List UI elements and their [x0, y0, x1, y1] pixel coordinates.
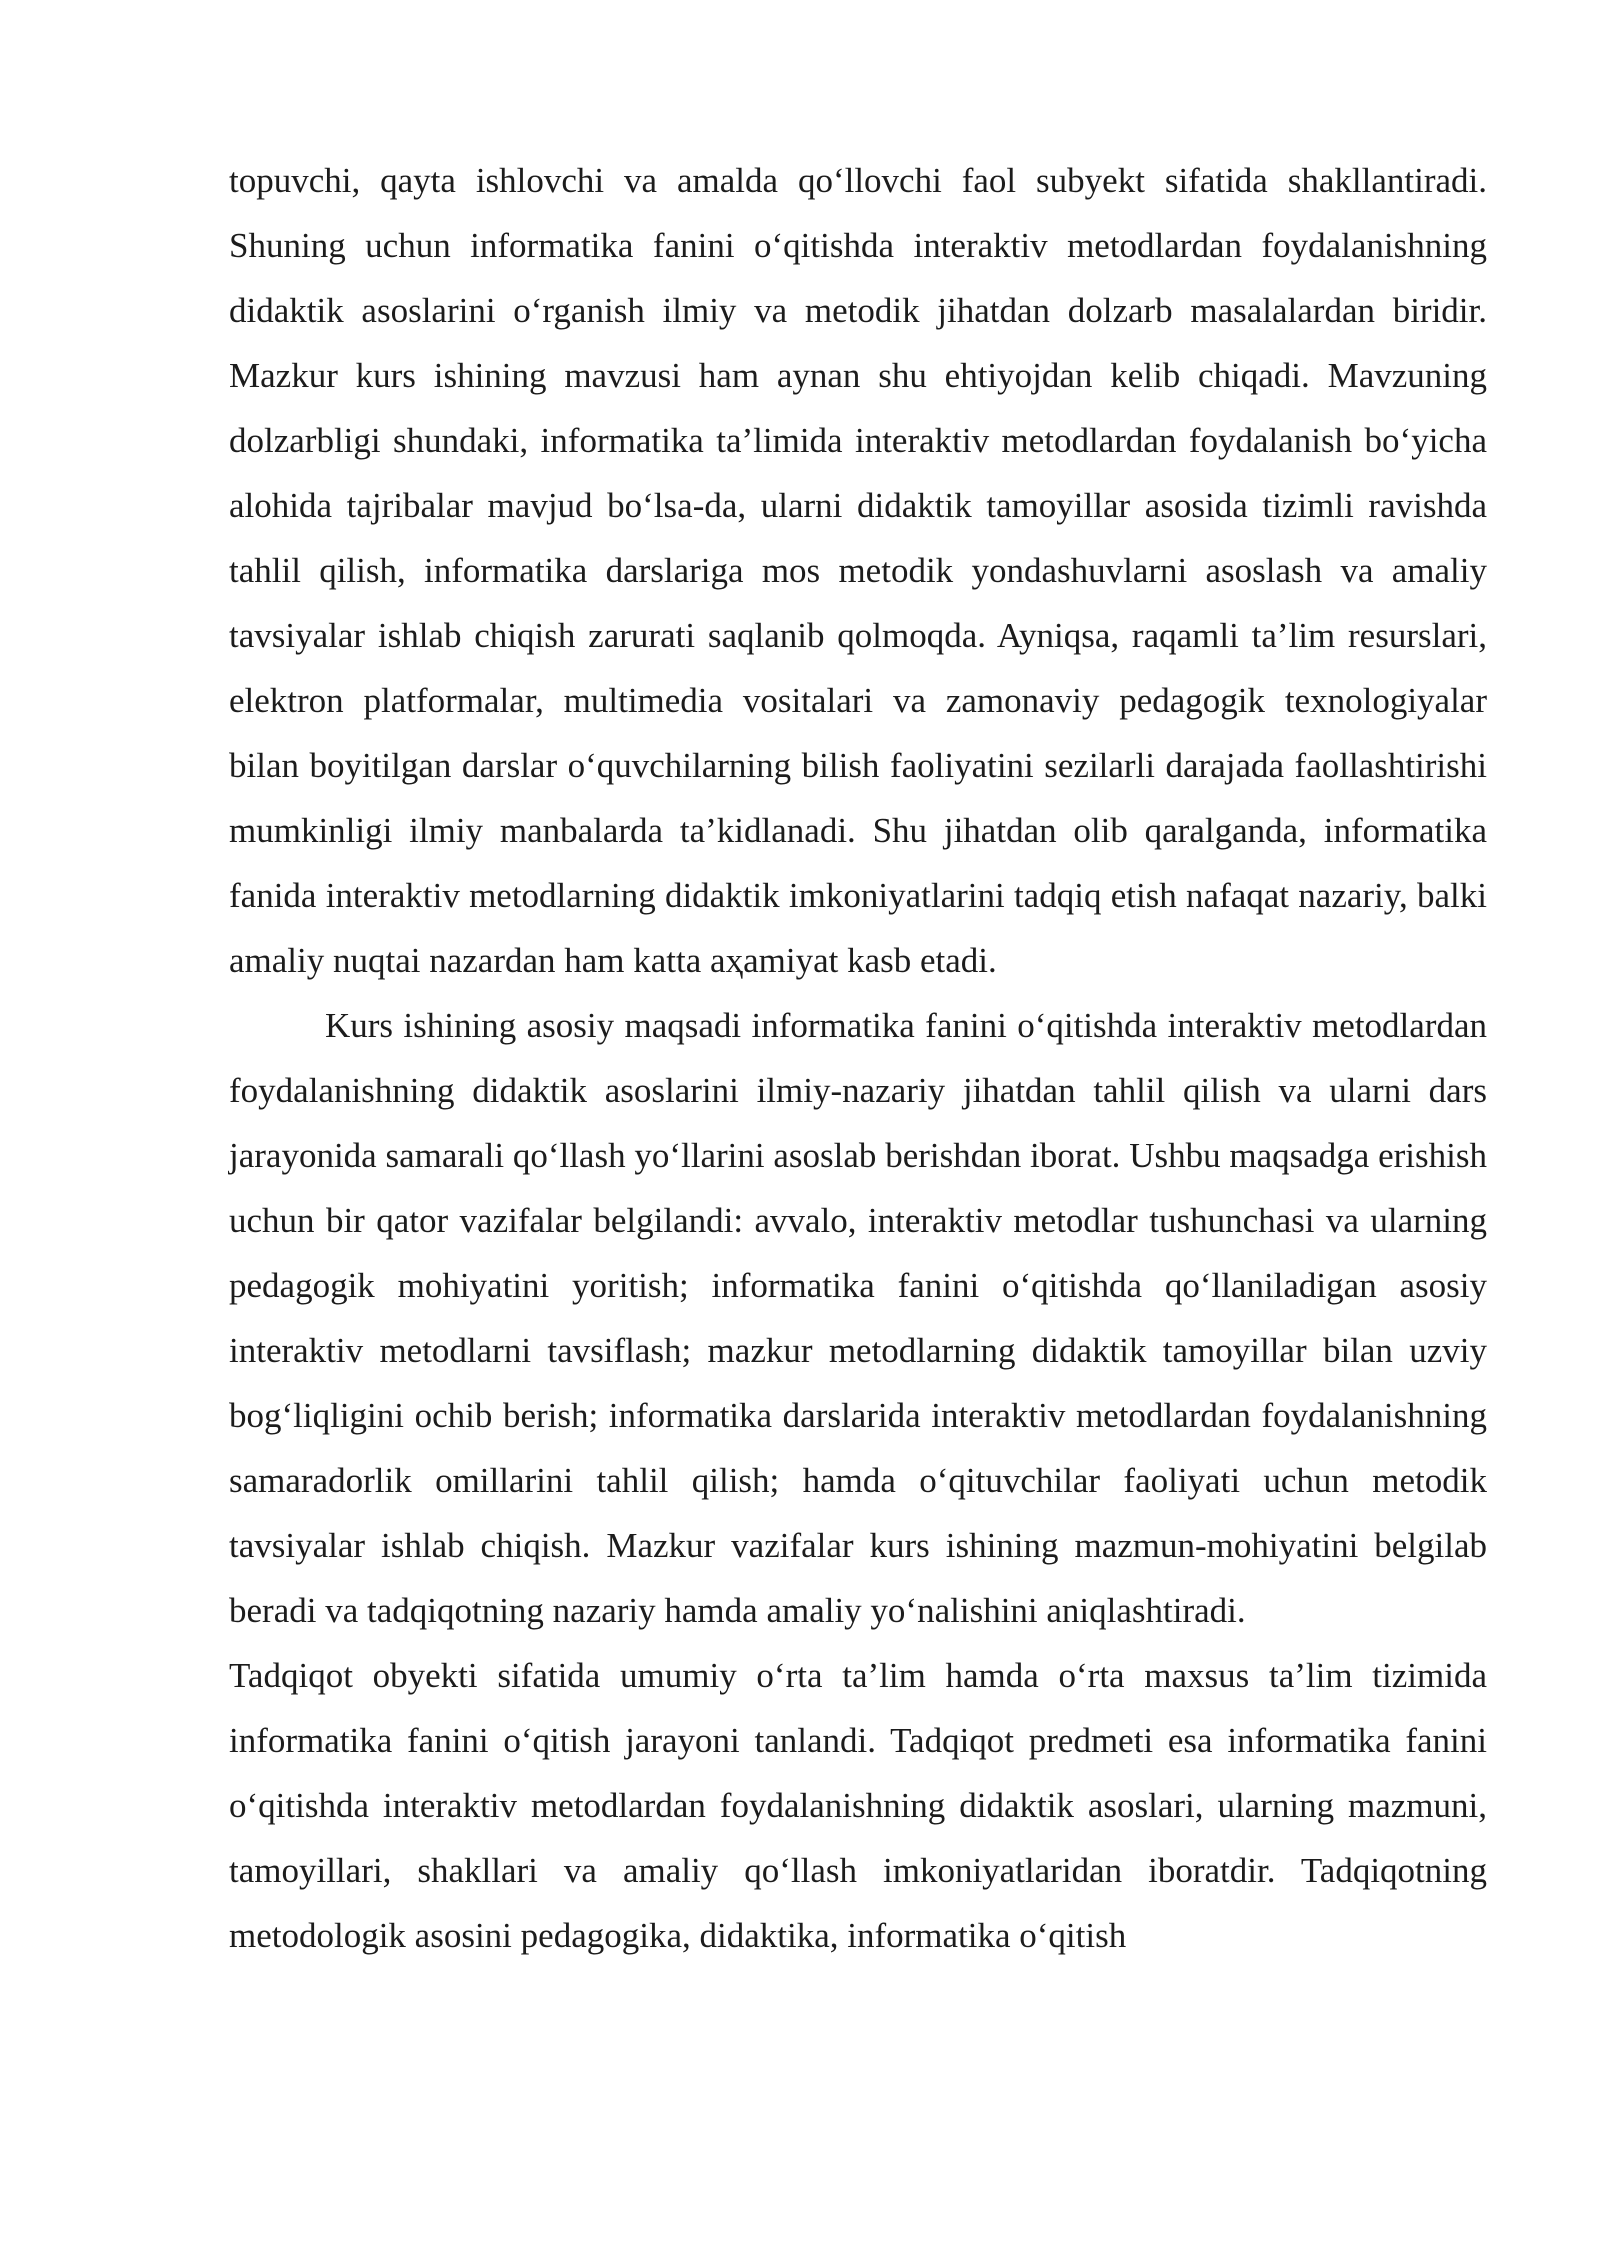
paragraph-1: topuvchi, qayta ishlovchi va amalda qo‘llovchi faol subyekt sifatida shakllantiradi. Shuning uchun informatika fanini o‘qitishda interaktiv metodlardan foydalanishning didaktik asoslarini o‘rganish ilmiy va metodik jihatdan dolzarb masalalardan biridir. Mazkur kurs ishining mavzusi ham aynan shu ehtiyojdan kelib chiqadi. Mavzuning dolzarbligi shundaki, informatika ta’limida interaktiv metodlardan foydalanish bo‘yicha alohida tajribalar mavjud bo‘lsa-da, ularni didaktik tamoyillar asosida tizimli ravishda tahlil qilish, informatika darslariga mos metodik yondashuvlarni asoslash va amaliy tavsiyalar ishlab chiqish zarurati saqlanib qolmoqda. Ayniqsa, raqamli ta’lim resurslari, elektron platformalar, multimedia vositalari va zamonaviy pedagogik texnologiyalar bilan boyitilgan darslar o‘quvchilarning bilish faoliyatini sezilarli darajada faollashtirishi mumkinligi ilmiy manbalarda ta’kidlanadi. Shu jihatdan olib qaralganda, informatika fanida interaktiv metodlarning didaktik imkoniyatlarini tadqiq etish nafaqat nazariy, balki amaliy nuqtai nazardan ham katta aҳamiyat kasb etadi.	[229, 161, 1487, 980]
paragraph-3: Tadqiqot obyekti sifatida umumiy o‘rta ta’lim hamda o‘rta maxsus ta’lim tizimida informatika fanini o‘qitish jarayoni tanlandi. Tadqiqot predmeti esa informatika fanini o‘qitishda interaktiv metodlardan foydalanishning didaktik asoslari, ularning mazmuni, tamoyillari, shakllari va amaliy qo‘llash imkoniyatlaridan iboratdir. Tadqiqotning metodologik asosini pedagogika, didaktika, informatika o‘qitish	[229, 1656, 1487, 1955]
paragraph-2: Kurs ishining asosiy maqsadi informatika fanini o‘qitishda interaktiv metodlardan foydalanishning didaktik asoslarini ilmiy-nazariy jihatdan tahlil qilish va ularni dars jarayonida samarali qo‘llash yo‘llarini asoslab berishdan iborat. Ushbu maqsadga erishish uchun bir qator vazifalar belgilandi: avvalo, interaktiv metodlar tushunchasi va ularning pedagogik mohiyatini yoritish; informatika fanini o‘qitishda qo‘llaniladigan asosiy interaktiv metodlarni tavsiflash; mazkur metodlarning didaktik tamoyillar bilan uzviy bog‘liqligini ochib berish; informatika darslarida interaktiv metodlardan foydalanishning samaradorlik omillarini tahlil qilish; hamda o‘qituvchilar faoliyati uchun metodik tavsiyalar ishlab chiqish. Mazkur vazifalar kurs ishining mazmun-mohiyatini belgilab beradi va tadqiqotning nazariy hamda amaliy yo‘nalishini aniqlashtiradi.	[229, 1006, 1487, 1630]
body-text	[229, 148, 1487, 1968]
